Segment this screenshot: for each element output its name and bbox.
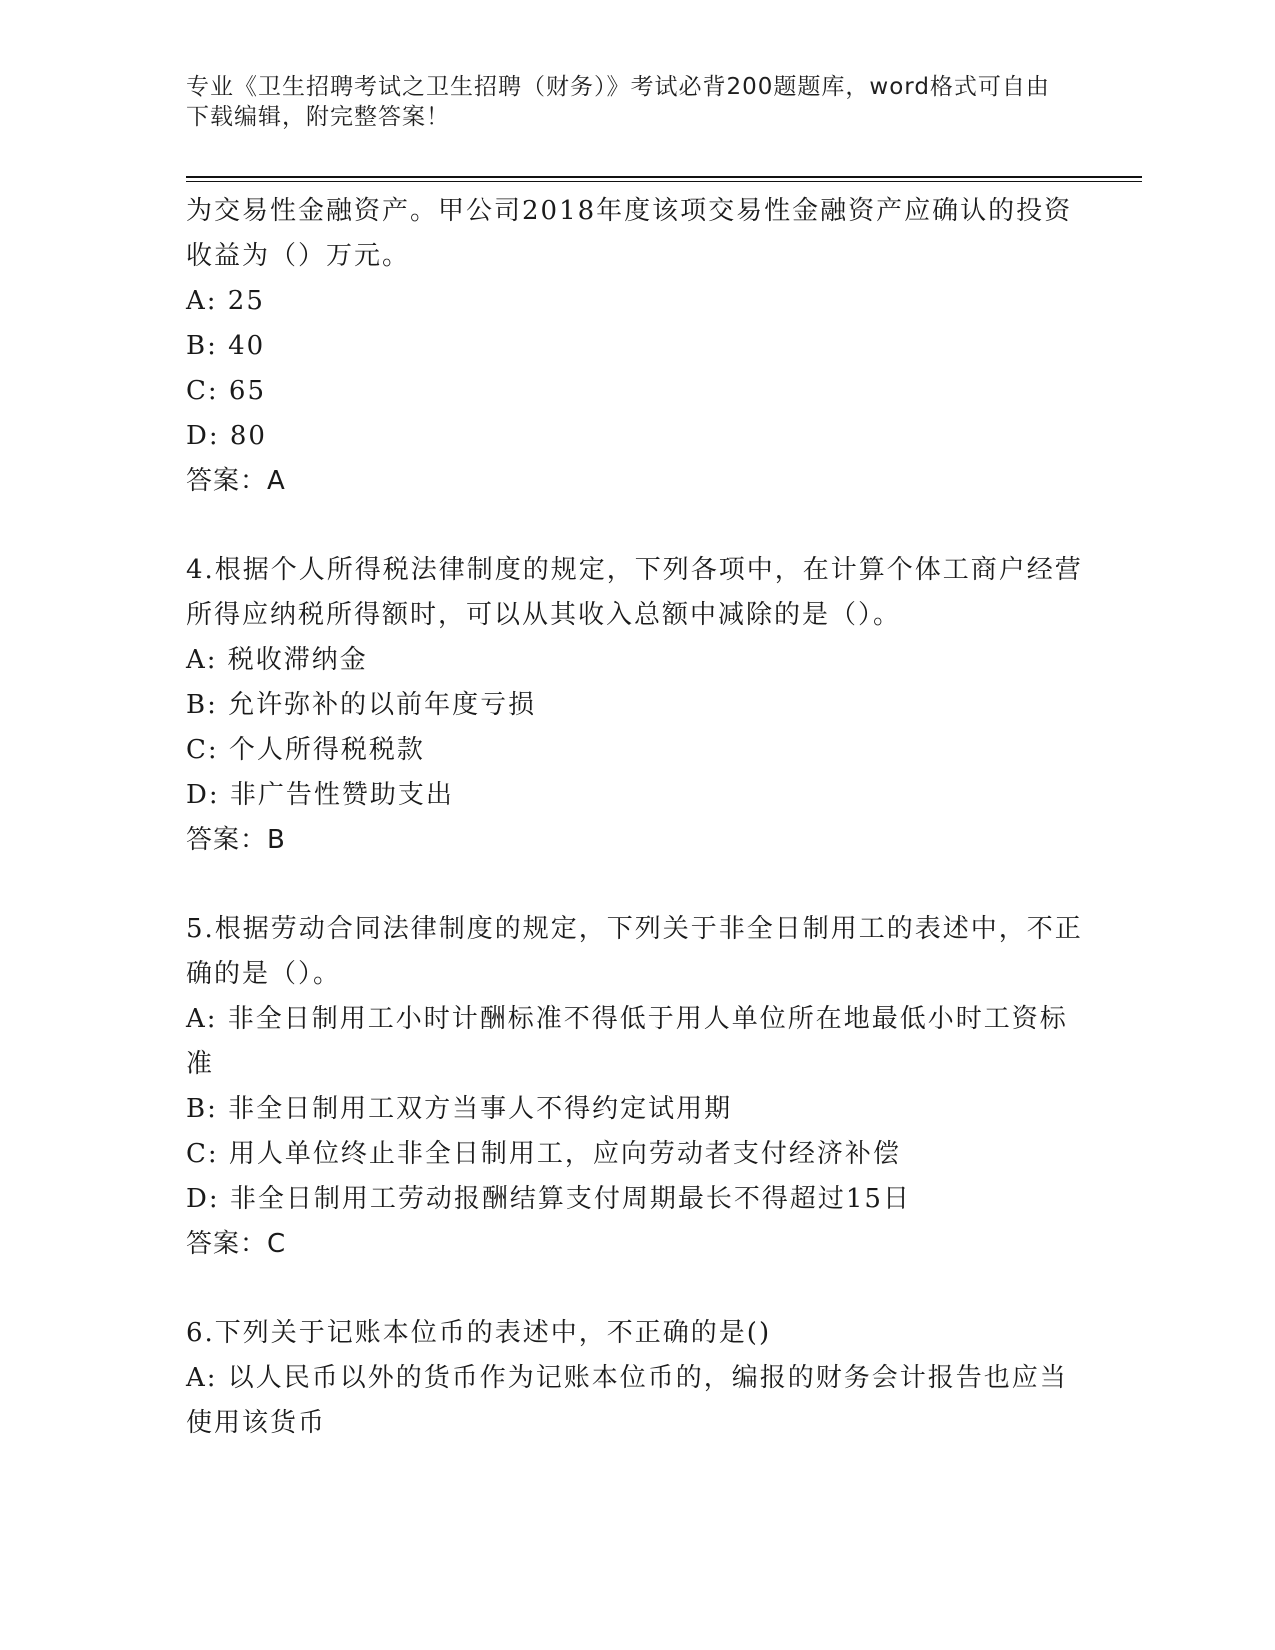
spacer bbox=[186, 863, 1086, 907]
option-b: B: 40 bbox=[186, 331, 266, 361]
option-a: A: 税收滞纳金 bbox=[186, 645, 368, 675]
document-header: 专业《卫生招聘考试之卫生招聘（财务）》考试必背200题题库，word格式可自由下载编辑，附完整答案！ bbox=[186, 74, 1050, 130]
option-b: B: 允许弥补的以前年度亏损 bbox=[186, 690, 537, 720]
question-text: 4.根据个人所得税法律制度的规定，下列各项中，在计算个体工商户经营所得应纳税所得额时，可以从其收入总额中减除的是（）。 bbox=[186, 555, 1083, 630]
option-a: A: 非全日制用工小时计酬标准不得低于用人单位所在地最低小时工资标准 bbox=[186, 1004, 1068, 1079]
question-block bbox=[186, 1311, 1086, 1446]
answer-line: 答案：A bbox=[186, 466, 286, 496]
option-c: C: 用人单位终止非全日制用工，应向劳动者支付经济补偿 bbox=[186, 1139, 901, 1169]
question-list bbox=[186, 189, 1086, 1446]
spacer bbox=[186, 1267, 1086, 1311]
option-c: C: 65 bbox=[186, 376, 267, 406]
option-a: A: 25 bbox=[186, 286, 265, 316]
question-block bbox=[186, 548, 1086, 863]
option-d: D: 非广告性赞助支出 bbox=[186, 780, 454, 810]
option-b: B: 非全日制用工双方当事人不得约定试用期 bbox=[186, 1094, 733, 1124]
header-rule-thin bbox=[186, 181, 1142, 182]
option-c: C: 个人所得税税款 bbox=[186, 735, 425, 765]
option-d: D: 80 bbox=[186, 421, 267, 451]
question-text: 为交易性金融资产。甲公司2018年度该项交易性金融资产应确认的投资收益为（）万元。 bbox=[186, 196, 1073, 271]
answer-line: 答案：B bbox=[186, 825, 286, 855]
spacer bbox=[186, 504, 1086, 548]
question-block bbox=[186, 907, 1086, 1267]
header-rule-thick bbox=[186, 176, 1142, 178]
question-block bbox=[186, 189, 1086, 504]
question-text: 5.根据劳动合同法律制度的规定，下列关于非全日制用工的表述中，不正确的是（）。 bbox=[186, 914, 1083, 989]
option-d: D: 非全日制用工劳动报酬结算支付周期最长不得超过15日 bbox=[186, 1184, 911, 1214]
option-a: A: 以人民币以外的货币作为记账本位币的，编报的财务会计报告也应当使用该货币 bbox=[186, 1363, 1068, 1438]
answer-line: 答案：C bbox=[186, 1229, 287, 1259]
question-text: 6.下列关于记账本位币的表述中，不正确的是() bbox=[186, 1318, 772, 1348]
